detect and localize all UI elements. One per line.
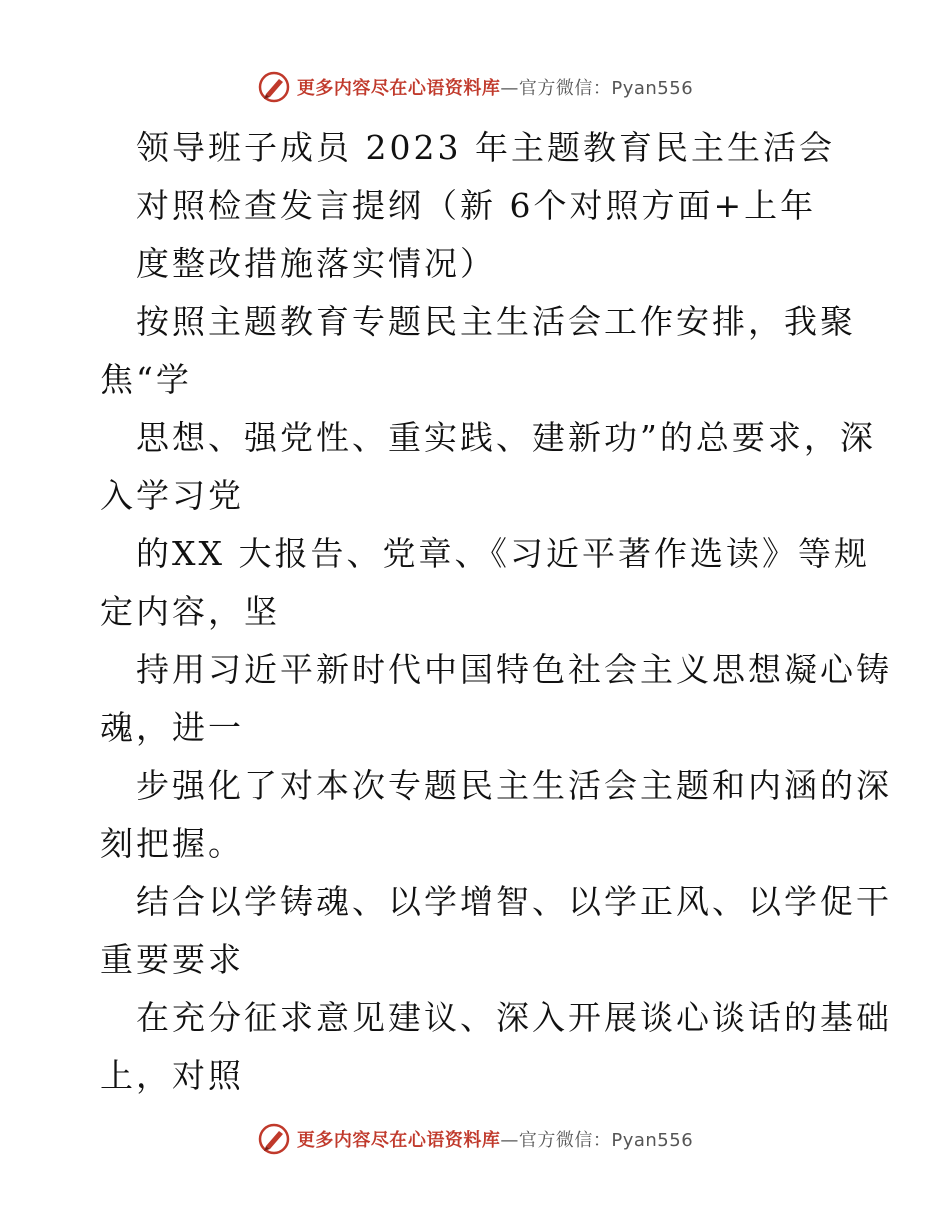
text-line: 步强化了对本次专题民主生活会主题和内涵的深 <box>136 766 892 805</box>
text-line: 按照主题教育专题民主生活会工作安排，我聚 <box>136 302 856 341</box>
text-line: 结合以学铸魂、以学增智、以学正风、以学促干 <box>136 882 892 921</box>
text-line: 入学习党 <box>100 476 244 515</box>
text-line: 焦“学 <box>100 360 192 399</box>
pen-logo-icon <box>257 70 291 104</box>
watermark-banner-bottom <box>0 1122 950 1156</box>
text-line: 刻把握。 <box>100 824 244 863</box>
text-line: 持用习近平新时代中国特色社会主义思想凝心铸 <box>136 650 892 689</box>
watermark-brand: 更多内容尽在心语资料库 <box>296 1130 501 1151</box>
watermark-banner-top <box>0 70 950 104</box>
watermark-separator: — <box>500 78 519 99</box>
text-line: 的XX 大报告、党章、《习近平著作选读》等规 <box>136 534 870 573</box>
text-line: 领导班子成员 2023 年主题教育民主生活会 <box>136 128 835 167</box>
text-line: 在充分征求意见建议、深入开展谈心谈话的基础 <box>136 998 892 1037</box>
text-line: 对照检查发言提纲（新 6个对照方面+上年 <box>136 186 817 225</box>
text-line: 上，对照 <box>100 1056 244 1095</box>
text-line: 魂，进一 <box>100 708 244 747</box>
watermark-brand: 更多内容尽在心语资料库 <box>296 78 501 99</box>
text-line: 重要要求 <box>100 940 244 979</box>
watermark-wechat: 官方微信：Pyan556 <box>518 78 694 99</box>
text-line: 定内容，坚 <box>100 592 280 631</box>
watermark-separator: — <box>500 1130 519 1151</box>
pen-logo-icon <box>257 1122 291 1156</box>
text-line: 度整改措施落实情况） <box>136 244 496 283</box>
watermark-wechat: 官方微信：Pyan556 <box>518 1130 694 1151</box>
text-line: 思想、强党性、重实践、建新功”的总要求，深 <box>136 418 876 457</box>
